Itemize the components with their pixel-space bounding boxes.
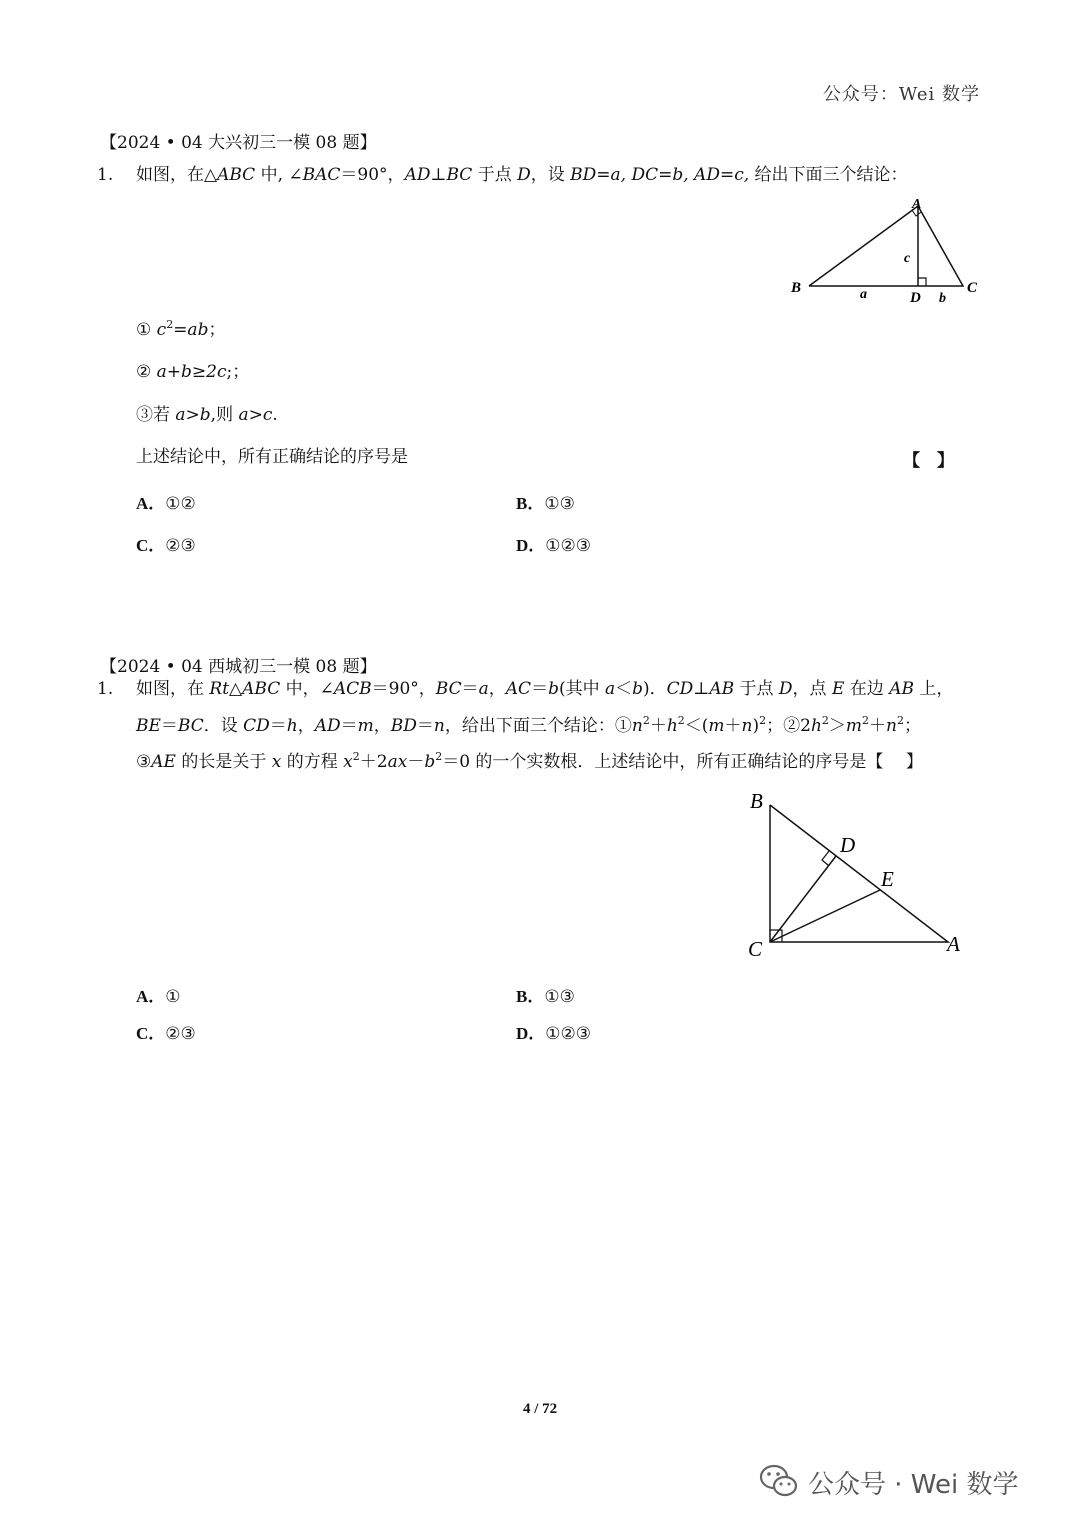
q2-label-E: E — [881, 867, 894, 891]
q2-option-a[interactable]: A．① — [136, 987, 181, 1007]
q1-label-b: b — [939, 291, 946, 306]
wechat-icon — [758, 1460, 800, 1502]
q2-stem-line-1: 如图，在 Rt△ABC 中，∠ACB＝90°，BC＝a，AC＝b(其中 a＜b)．CD⊥AB 于点 D，点 E 在边 AB 上， — [136, 679, 954, 699]
q1-option-a[interactable]: A．①② — [136, 494, 196, 514]
q2-label-D: D — [840, 833, 856, 857]
q1-source: 【2024 • 04 大兴初三一模 08 题】 — [100, 133, 377, 153]
q1-prompt: 上述结论中，所有正确结论的序号是 — [136, 447, 408, 467]
q1-answer-bracket: 【 】 — [903, 451, 954, 471]
q1-option-c[interactable]: C．②③ — [136, 536, 196, 556]
q2-number: 1. — [97, 679, 114, 699]
q1-label-a: a — [860, 287, 867, 302]
header-account: 公众号：Wei 数学 — [822, 84, 980, 105]
q1-option-b[interactable]: B．①③ — [516, 494, 575, 514]
q1-conclusion-1: ① $c^2=ab$； — [136, 318, 226, 340]
q2-triangle-figure — [740, 788, 980, 968]
page-number: 4 / 72 — [523, 1401, 558, 1417]
q1-label-A: A — [912, 197, 922, 212]
q1-stem: 如图，在△ABC 中, ∠BAC＝90°，AD⊥BC 于点 D，设 BD=a, DC=b, AD=c, 给出下面三个结论： — [136, 165, 908, 185]
q2-stem-line-2: BE＝BC．设 CD＝h，AD＝m，BD＝n，给出下面三个结论：$①n^2+h^2<(m+n)^2$；$②2h^2>m^2+n^2$； — [136, 714, 921, 736]
q1-label-c: c — [904, 251, 911, 266]
q1-conclusion-3: ③若 a>b,则 a>c. — [136, 405, 278, 425]
q2-label-A: A — [947, 932, 960, 956]
q1-label-C: C — [967, 280, 978, 296]
footer-watermark: 公众号 · Wei 数学 — [808, 1470, 1019, 1500]
q1-conclusion-2: ② a+b≥2c;； — [136, 362, 250, 382]
q1-label-B: B — [791, 280, 802, 296]
q2-option-c[interactable]: C．②③ — [136, 1024, 196, 1044]
q2-stem-line-3: ③AE 的长是关于 x 的方程 $x^2+2ax-b^2=0$ 的一个实数根．上述结论中，所有正确结论的序号是【 】 — [136, 750, 923, 772]
q2-label-C: C — [748, 937, 763, 961]
q2-label-B: B — [750, 789, 763, 813]
q1-label-D: D — [910, 290, 921, 306]
q1-option-d[interactable]: D．①②③ — [516, 536, 592, 556]
q2-option-d[interactable]: D．①②③ — [516, 1024, 592, 1044]
q2-option-b[interactable]: B．①③ — [516, 987, 575, 1007]
q1-triangle-figure — [780, 192, 990, 310]
q1-number: 1. — [97, 165, 114, 185]
q2-source: 【2024 • 04 西城初三一模 08 题】 — [100, 657, 377, 677]
